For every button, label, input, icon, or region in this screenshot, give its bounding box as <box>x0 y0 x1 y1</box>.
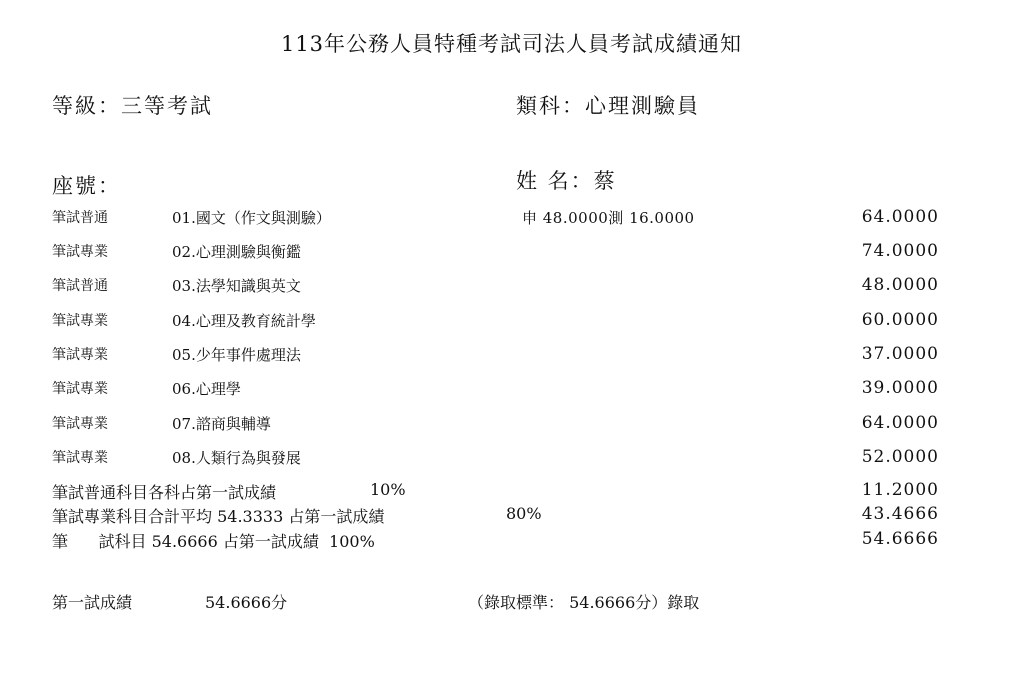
seat-number: 座號： <box>52 174 121 198</box>
score-row <box>0 447 1023 471</box>
summary-label: 筆試普通科目各科占第一試成績 <box>52 483 277 502</box>
exam-type: 筆試普通 <box>52 278 108 294</box>
subject-name: 02.心理測驗與衡鑑 <box>172 243 301 261</box>
exam-type: 筆試專業 <box>52 313 108 329</box>
score-row <box>0 310 1023 334</box>
summary-score: 43.4666 <box>861 504 939 524</box>
subject-name: 05.少年事件處理法 <box>172 346 301 364</box>
subject-score: 39.0000 <box>861 378 939 398</box>
summary-row <box>0 504 1023 526</box>
score-row <box>0 241 1023 265</box>
exam-grade: 等級：三等考試 <box>52 94 213 118</box>
exam-type: 筆試專業 <box>52 347 108 363</box>
summary-row <box>0 480 1023 502</box>
score-row <box>0 344 1023 368</box>
summary-score: 11.2000 <box>861 480 939 500</box>
subject-name: 07.諮商與輔導 <box>172 415 271 433</box>
summary-percent: 10% <box>370 480 406 499</box>
summary-label: 筆試專業科目合計平均 54.3333 占第一試成績 <box>52 507 385 526</box>
score-row <box>0 413 1023 437</box>
subject-name: 03.法學知識與英文 <box>172 277 301 295</box>
subject-name: 04.心理及教育統計學 <box>172 312 316 330</box>
exam-type: 筆試專業 <box>52 416 108 432</box>
score-row <box>0 378 1023 402</box>
subject-score: 60.0000 <box>861 310 939 330</box>
summary-label: 筆 試科目 54.6666 占第一試成績 100% <box>52 532 375 551</box>
exam-category: 類科：心理測驗員 <box>516 94 700 118</box>
exam-type: 筆試普通 <box>52 210 108 226</box>
score-row <box>0 207 1023 231</box>
exam-type: 筆試專業 <box>52 244 108 260</box>
first-stage-result <box>0 590 1023 612</box>
summary-percent: 80% <box>506 504 542 523</box>
summary-row <box>0 529 1023 551</box>
first-stage-label: 第一試成績 <box>52 593 133 612</box>
exam-type: 筆試專業 <box>52 450 108 466</box>
subject-score: 37.0000 <box>861 344 939 364</box>
admission-status: （錄取標準： 54.6666分）錄取 <box>468 593 700 612</box>
candidate-name: 姓 名：蔡 <box>516 169 617 193</box>
summary-score: 54.6666 <box>861 529 939 549</box>
score-row <box>0 275 1023 299</box>
subject-score: 64.0000 <box>861 207 939 227</box>
subject-score: 52.0000 <box>861 447 939 467</box>
subject-score: 48.0000 <box>861 275 939 295</box>
notice-title: 113年公務人員特種考試司法人員考試成績通知 <box>280 32 743 56</box>
subject-name: 06.心理學 <box>172 380 241 398</box>
exam-type: 筆試專業 <box>52 381 108 397</box>
subject-score: 74.0000 <box>861 241 939 261</box>
sub-scores: 申 48.0000測 16.0000 <box>522 209 695 227</box>
subject-name: 08.人類行為與發展 <box>172 449 301 467</box>
subject-score: 64.0000 <box>861 413 939 433</box>
subject-name: 01.國文（作文與測驗） <box>172 209 331 227</box>
first-stage-score: 54.6666分 <box>205 593 288 612</box>
